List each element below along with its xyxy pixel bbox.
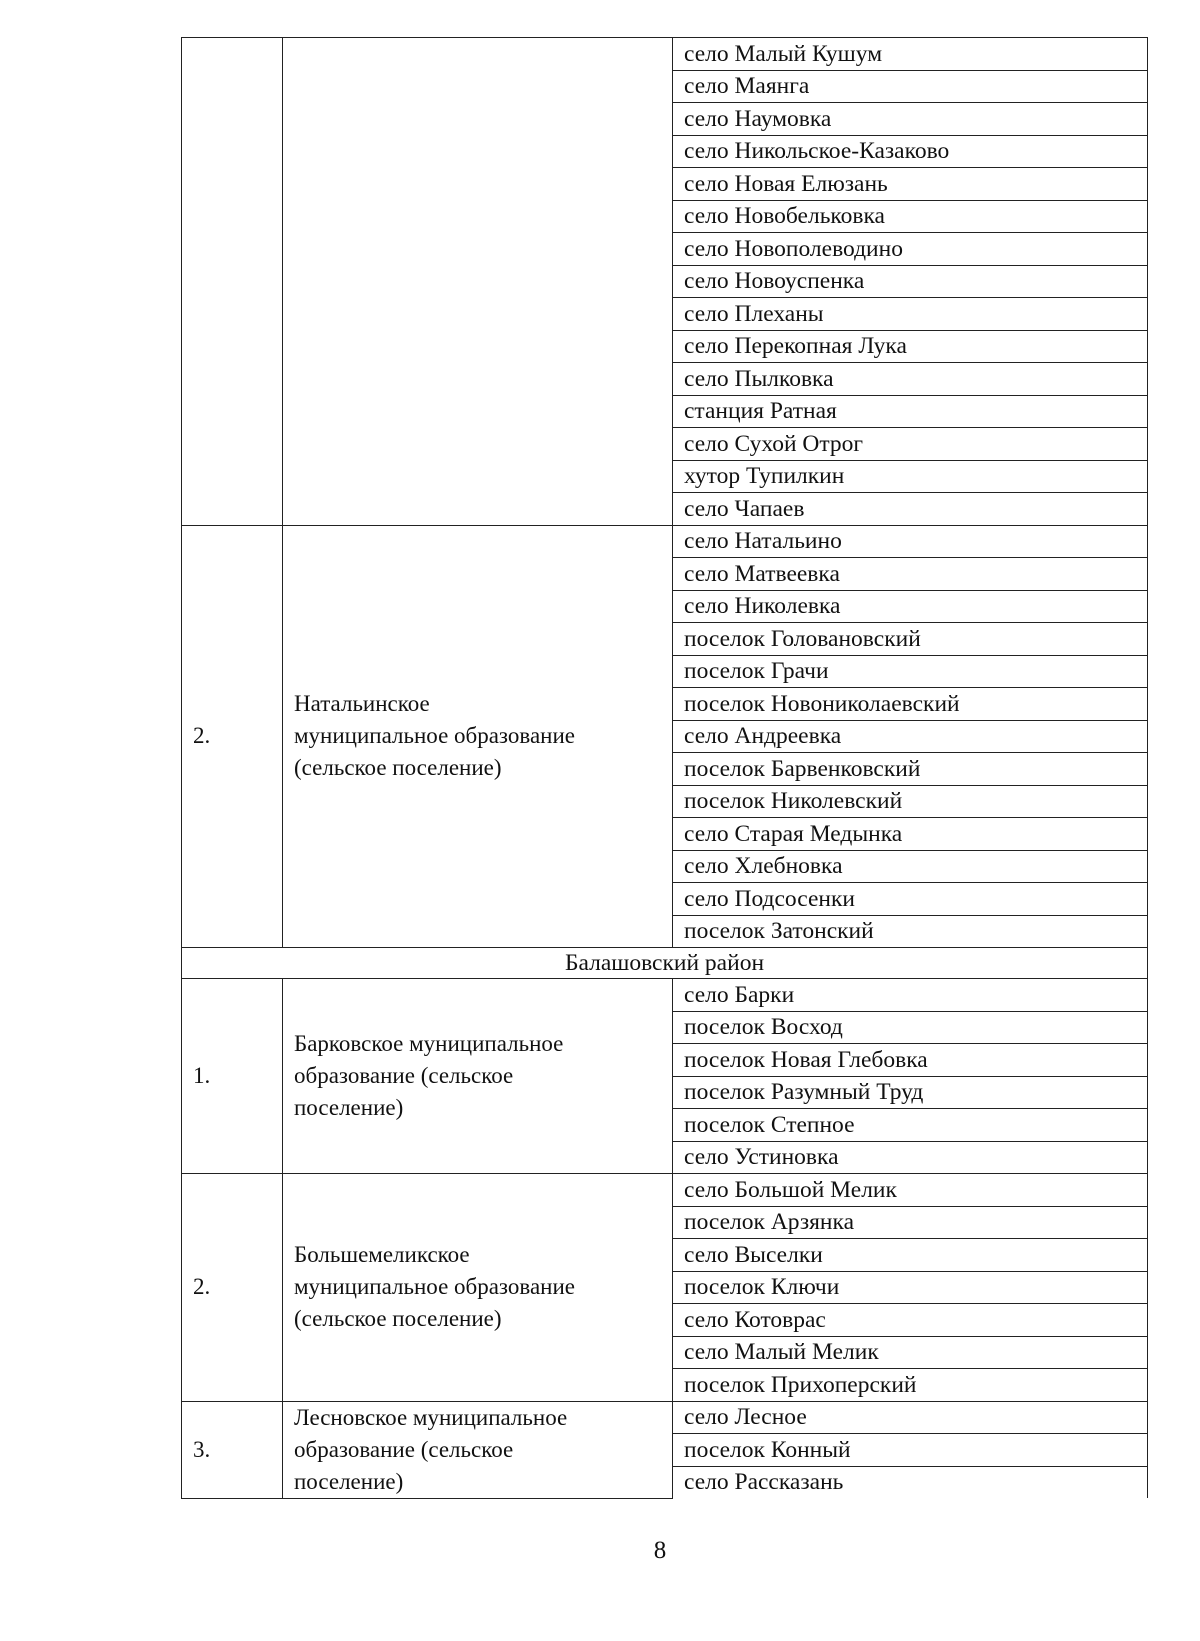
municipality-name-line: (сельское поселение) [294, 1306, 502, 1332]
municipality-name [283, 525, 673, 948]
locality-name: село Андреевка [673, 720, 1148, 753]
locality-name: село Перекопная Лука [673, 330, 1148, 363]
settlement-number [182, 38, 283, 526]
locality-name: село Сухой Отрог [673, 428, 1148, 461]
locality-name: село Лесное [673, 1401, 1148, 1434]
locality-name: поселок Восход [673, 1011, 1148, 1044]
locality-name: село Чапаев [673, 493, 1148, 526]
locality-name: село Новобельковка [673, 200, 1148, 233]
locality-name: поселок Ключи [673, 1271, 1148, 1304]
municipality-name [283, 979, 673, 1174]
page-number: 8 [653, 1537, 667, 1564]
locality-name: поселок Прихоперский [673, 1369, 1148, 1402]
municipality-name-line: Натальинское [294, 691, 430, 717]
settlement-number: 1. [182, 979, 283, 1174]
locality-name: село Наумовка [673, 103, 1148, 136]
table-row [182, 1401, 1148, 1434]
locality-name: село Николевка [673, 590, 1148, 623]
locality-name: село Маянга [673, 70, 1148, 103]
locality-name: поселок Конный [673, 1434, 1148, 1467]
locality-name: село Большой Мелик [673, 1174, 1148, 1207]
settlement-number: 2. [182, 525, 283, 948]
municipality-name-line: Барковское муниципальное [294, 1031, 564, 1056]
municipality-name-line: поселение) [294, 1468, 404, 1494]
locality-name: хутор Тупилкин [673, 460, 1148, 493]
table-row [182, 38, 1148, 71]
locality-name: поселок Головановский [673, 623, 1148, 656]
locality-name: поселок Степное [673, 1109, 1148, 1142]
locality-name: поселок Затонский [673, 915, 1148, 948]
locality-name: село Хлебновка [673, 850, 1148, 883]
locality-name: село Устиновка [673, 1141, 1148, 1174]
locality-name: село Плеханы [673, 298, 1148, 331]
district-header: Балашовский район [182, 948, 1148, 979]
municipality-name [283, 38, 673, 526]
locality-name: село Котоврас [673, 1304, 1148, 1337]
locality-name: село Натальино [673, 525, 1148, 558]
locality-name: село Барки [673, 979, 1148, 1012]
locality-name: село Подсосенки [673, 883, 1148, 916]
locality-name: село Новополеводино [673, 233, 1148, 266]
locality-name: поселок Разумный Труд [673, 1076, 1148, 1109]
settlements-table [181, 37, 1148, 1499]
locality-name: станция Ратная [673, 395, 1148, 428]
district-header-row [182, 948, 1148, 979]
municipality-name-line: муниципальное образование [294, 1274, 575, 1300]
table-row [182, 979, 1148, 1012]
settlement-number: 3. [182, 1401, 283, 1498]
municipality-name-line: Лесновское муниципальное [294, 1404, 568, 1430]
locality-name: село Новоуспенка [673, 265, 1148, 298]
locality-name: село Старая Медынка [673, 818, 1148, 851]
locality-name: село Малый Кушум [673, 38, 1148, 71]
municipality-name-line: муниципальное образование [294, 723, 575, 749]
settlement-number: 2. [182, 1174, 283, 1402]
table-row [182, 1174, 1148, 1207]
locality-name: поселок Барвенковский [673, 753, 1148, 786]
locality-name: село Новая Елюзань [673, 168, 1148, 201]
locality-name: село Матвеевка [673, 558, 1148, 591]
locality-name: село Никольское-Казаково [673, 135, 1148, 168]
locality-name: поселок Грачи [673, 655, 1148, 688]
municipality-name-line: образование (сельское [294, 1063, 514, 1088]
municipality-name [283, 1174, 673, 1402]
municipality-name-line: поселение) [294, 1095, 404, 1120]
locality-name: село Пылковка [673, 363, 1148, 396]
locality-name: село Выселки [673, 1239, 1148, 1272]
locality-name: поселок Новая Глебовка [673, 1044, 1148, 1077]
municipality-name-line: образование (сельское [294, 1436, 514, 1462]
municipality-name-line: (сельское поселение) [294, 755, 502, 781]
locality-name: поселок Николевский [673, 785, 1148, 818]
table-row [182, 525, 1148, 558]
locality-name: поселок Арзянка [673, 1206, 1148, 1239]
locality-name: поселок Новониколаевский [673, 688, 1148, 721]
locality-name: село Малый Мелик [673, 1336, 1148, 1369]
municipality-name-line: Большемеликское [294, 1242, 470, 1268]
locality-name: село Рассказань [673, 1466, 1148, 1498]
municipality-name [283, 1401, 673, 1498]
settlements-table-body [182, 38, 1148, 1499]
